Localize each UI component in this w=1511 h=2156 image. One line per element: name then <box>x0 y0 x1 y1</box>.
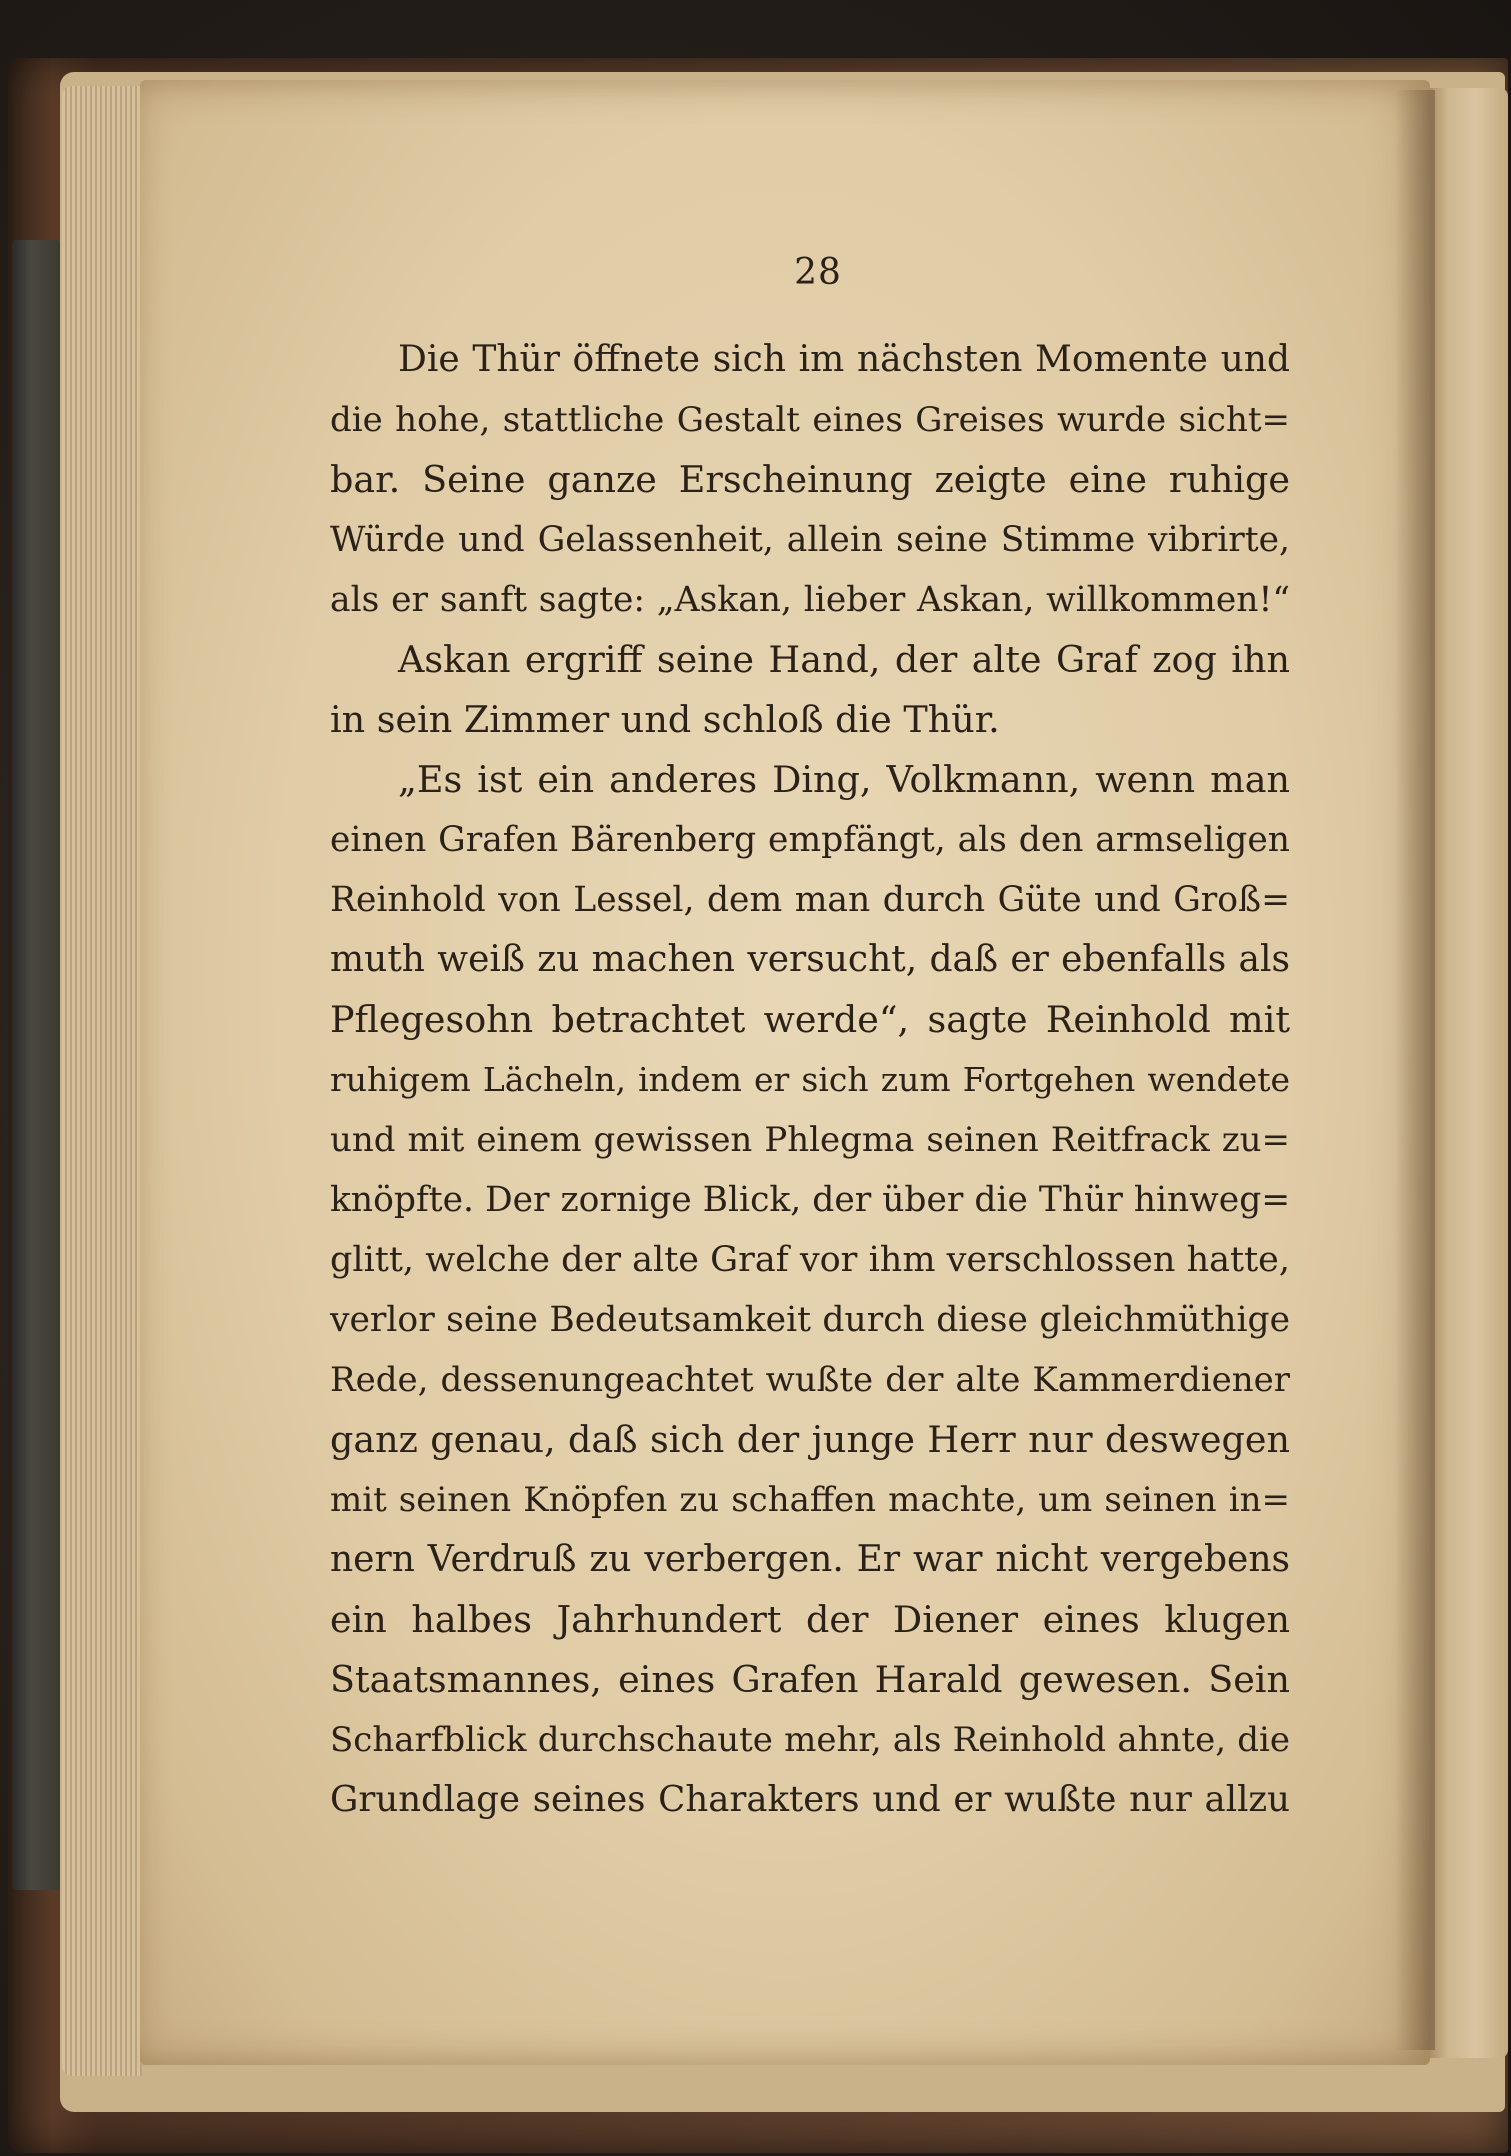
cover-spine-strip <box>12 240 60 1890</box>
text-line: Staatsmannes, eines Grafen Harald gewesen. Sein <box>330 1658 1290 1701</box>
text-line: mit seinen Knöpfen zu schaffen machte, um seinen in= <box>330 1480 1290 1520</box>
text-line: „Es ist ein anderes Ding, Volkmann, wenn man <box>398 758 1290 801</box>
text-line: einen Grafen Bärenberg empfängt, als den armseligen <box>330 820 1290 860</box>
text-line: bar. Seine ganze Erscheinung zeigte eine ruhige <box>330 458 1290 501</box>
text-line: Grundlage seines Charakters und er wußte nur allzu <box>330 1779 1290 1820</box>
page-edges <box>62 86 142 2076</box>
text-line: Rede, dessenungeachtet wußte der alte Kammerdiener <box>330 1360 1290 1400</box>
text-line: in sein Zimmer und schloß die Thür. <box>330 698 1000 741</box>
facing-page-edge <box>1428 88 1508 2058</box>
text-line: als er sanft sagte: „Askan, lieber Askan, willkommen!“ <box>330 580 1290 620</box>
text-line: und mit einem gewissen Phlegma seinen Reitfrack zu= <box>330 1120 1290 1160</box>
text-line: Askan ergriff seine Hand, der alte Graf zog ihn <box>398 638 1290 681</box>
text-line: knöpfte. Der zornige Blick, der über die Thür hinweg= <box>330 1180 1291 1220</box>
text-line: verlor seine Bedeutsamkeit durch diese gleichmüthige <box>330 1300 1290 1340</box>
text-line: Die Thür öffnete sich im nächsten Momente und <box>398 339 1290 380</box>
text-line: Pflegesohn betrachtet werde“, sagte Reinhold mit <box>330 998 1290 1041</box>
text-line: Würde und Gelassenheit, allein seine Stimme vibrirte, <box>330 520 1290 560</box>
text-line: die hohe, stattliche Gestalt eines Greises wurde sicht= <box>330 400 1290 440</box>
text-line: ganz genau, daß sich der junge Herr nur deswegen <box>330 1418 1290 1461</box>
text-line: ruhigem Lächeln, indem er sich zum Fortgehen wendete <box>330 1060 1290 1099</box>
body-text <box>330 330 1290 1830</box>
gutter-shadow <box>1395 90 1435 2050</box>
text-line: Scharfblick durchschaute mehr, als Reinhold ahnte, die <box>330 1720 1290 1760</box>
page-number: 28 <box>794 252 842 293</box>
text-line: ein halbes Jahrhundert der Diener eines klugen <box>330 1598 1290 1641</box>
text-line: Reinhold von Lessel, dem man durch Güte und Groß= <box>330 880 1290 920</box>
text-line: muth weiß zu machen versucht, daß er ebenfalls als <box>330 939 1290 980</box>
text-line: nern Verdruß zu verbergen. Er war nicht vergebens <box>330 1539 1290 1580</box>
text-line: glitt, welche der alte Graf vor ihm verschlossen hatte, <box>330 1240 1290 1280</box>
